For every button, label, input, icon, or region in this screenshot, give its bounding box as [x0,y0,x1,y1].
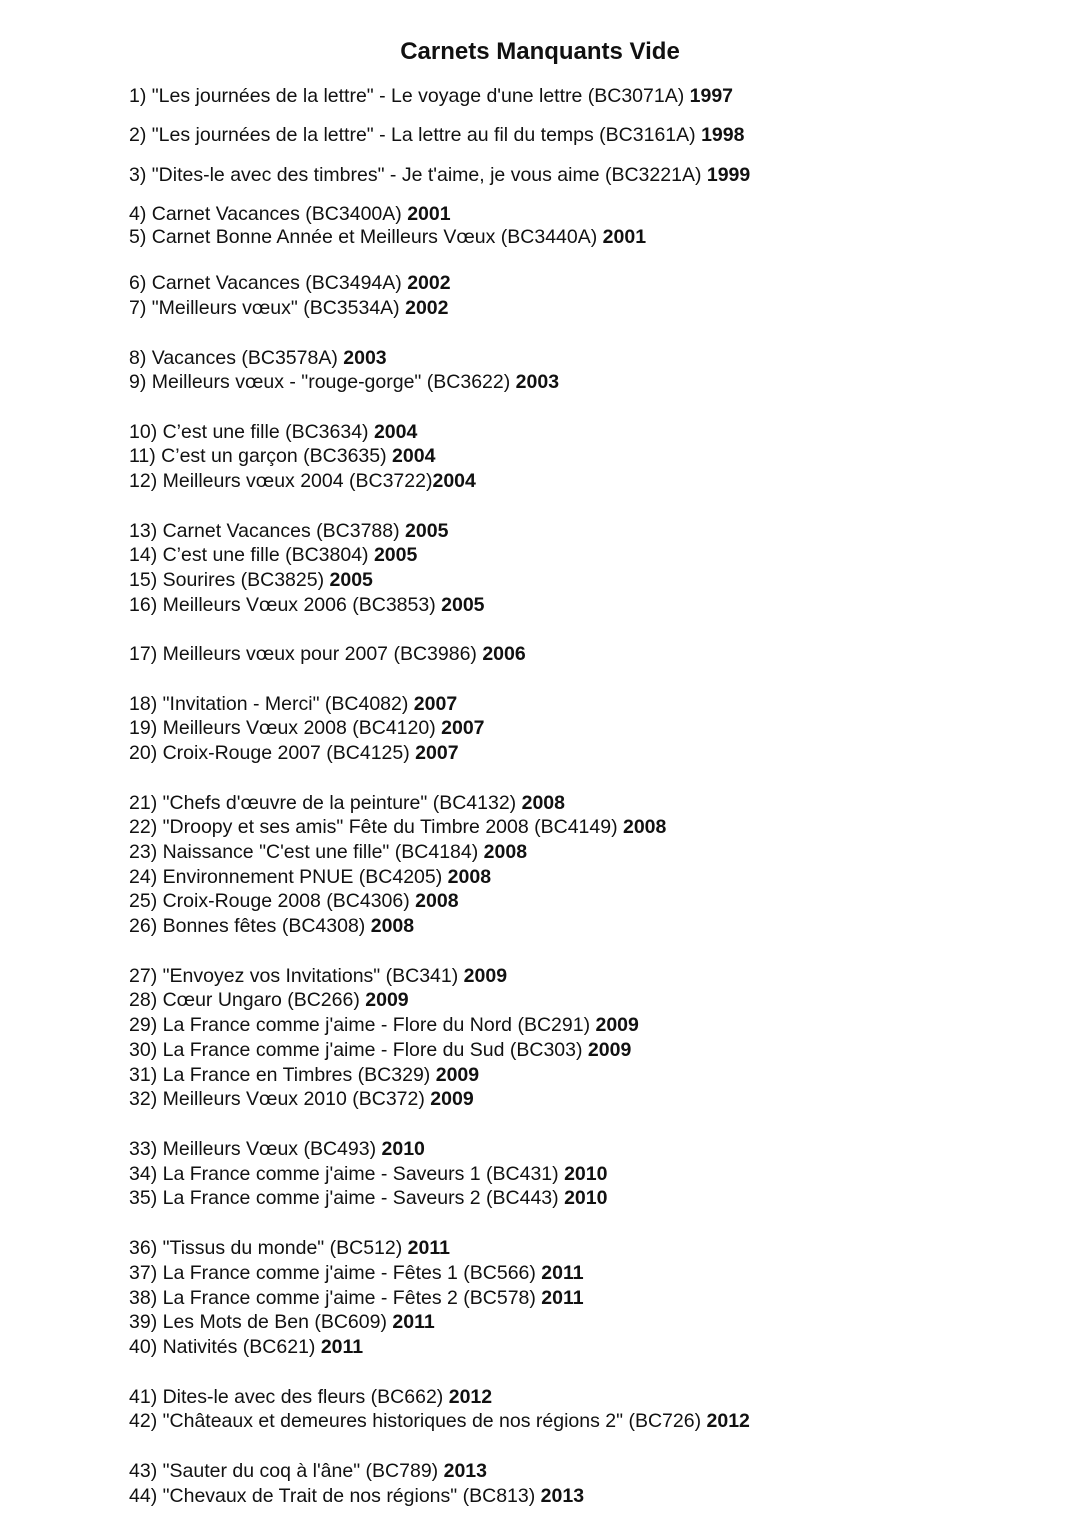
list-item [129,123,744,147]
list-item [129,568,373,592]
item-year: 2004 [432,470,476,492]
item-text: 3) "Dites-le avec des timbres" - Je t'aime, je vous aime (BC3221A) [129,164,707,186]
item-text: 31) La France en Timbres (BC329) [129,1064,436,1086]
item-year: 2008 [622,816,667,838]
list-item [129,444,435,468]
item-text: 11) C’est un garçon (BC3635) [129,445,393,467]
list-item [129,791,565,815]
item-year: 2009 [430,1088,474,1110]
item-text: 17) Meilleurs vœux pour 2007 (BC3986) [129,643,483,665]
list-item [129,1335,363,1359]
item-year: 2012 [448,1386,493,1408]
list-item [129,741,459,765]
item-text: 8) Vacances (BC3578A) [129,347,344,369]
list-item [129,1063,479,1087]
item-text: 15) Sourires (BC3825) [129,569,330,591]
item-year: 2012 [706,1410,750,1432]
item-text: 10) C’est une fille (BC3634) [129,421,374,443]
item-year: 2008 [447,866,492,888]
item-year: 2011 [320,1336,364,1358]
list-item [129,1038,631,1062]
item-year: 2010 [564,1187,608,1209]
item-year: 2008 [483,841,528,863]
item-text: 40) Nativités (BC621) [129,1336,321,1358]
item-year: 2005 [329,569,373,591]
item-text: 21) "Chefs d'œuvre de la peinture" (BC4132) [129,792,522,814]
list-item [129,716,485,740]
item-text: 7) "Meilleurs vœux" (BC3534A) [129,297,406,319]
list-item [129,370,559,394]
item-text: 25) Croix-Rouge 2008 (BC4306) [129,890,416,912]
item-text: 38) La France comme j'aime - Fêtes 2 (BC578) [129,1287,542,1309]
item-year: 2007 [415,742,459,764]
list-item [129,1087,474,1111]
list-item [129,225,646,249]
item-year: 1998 [701,124,745,146]
item-year: 2005 [405,520,449,542]
item-year: 2011 [407,1237,450,1259]
list-item [129,296,448,320]
list-item [129,642,526,666]
item-year: 2011 [392,1311,435,1333]
list-item [129,519,448,543]
list-item [129,1013,639,1037]
item-text: 9) Meilleurs vœux - "rouge-gorge" (BC3622) [129,371,516,393]
item-year: 2003 [515,371,560,393]
item-year: 2003 [343,347,387,369]
item-year: 2007 [413,693,458,715]
item-text: 41) Dites-le avec des fleurs (BC662) [129,1386,449,1408]
item-text: 34) La France comme j'aime - Saveurs 1 (BC431) [129,1163,565,1185]
list-item [129,692,457,716]
list-item [129,543,417,567]
list-item [129,1261,584,1285]
item-year: 2004 [392,445,436,467]
list-item [129,163,750,187]
item-text: 6) Carnet Vacances (BC3494A) [129,272,408,294]
item-year: 2002 [405,297,449,319]
item-text: 14) C’est une fille (BC3804) [129,544,374,566]
item-year: 2007 [441,717,485,739]
list-item [129,1162,607,1186]
list-item [129,1236,450,1260]
item-year: 2010 [564,1163,608,1185]
item-year: 2011 [541,1262,584,1284]
list-item [129,1385,492,1409]
item-text: 13) Carnet Vacances (BC3788) [129,520,406,542]
list-item [129,914,414,938]
list-item [129,865,491,889]
item-year: 2008 [521,792,565,814]
item-year: 2002 [407,272,451,294]
list-item [129,889,459,913]
item-text: 30) La France comme j'aime - Flore du Sud (BC303) [129,1039,588,1061]
list-item [129,271,451,295]
item-year: 2001 [602,226,647,248]
item-text: 23) Naissance "C'est une fille" (BC4184) [129,841,484,863]
item-year: 2006 [482,643,526,665]
item-year: 1999 [706,164,751,186]
item-text: 2) "Les journées de la lettre" - La lettre au fil du temps (BC3161A) [129,124,702,146]
item-year: 1997 [689,85,734,107]
item-text: 20) Croix-Rouge 2007 (BC4125) [129,742,416,764]
item-year: 2008 [415,890,459,912]
item-text: 4) Carnet Vacances (BC3400A) [129,203,408,225]
item-text: 1) "Les journées de la lettre" - Le voyage d'une lettre (BC3071A) [129,85,690,107]
item-year: 2005 [373,544,418,566]
list-item [129,1137,425,1161]
item-year: 2001 [407,203,451,225]
item-text: 36) "Tissus du monde" (BC512) [129,1237,408,1259]
item-year: 2009 [463,965,508,987]
item-year: 2005 [441,594,485,616]
item-text: 22) "Droopy et ses amis" Fête du Timbre 2008 (BC4149) [129,816,623,838]
item-year: 2009 [365,989,409,1011]
list-item [129,1310,435,1334]
list-item [129,988,409,1012]
item-text: 5) Carnet Bonne Année et Meilleurs Vœux (BC3440A) [129,226,603,248]
list-item [129,815,666,839]
list-item [129,420,417,444]
list-item [129,1459,487,1483]
list-item [129,202,451,226]
item-text: 16) Meilleurs Vœux 2006 (BC3853) [129,594,442,616]
item-year: 2004 [373,421,418,443]
item-text: 26) Bonnes fêtes (BC4308) [129,915,371,937]
item-text: 37) La France comme j'aime - Fêtes 1 (BC566) [129,1262,542,1284]
item-text: 32) Meilleurs Vœux 2010 (BC372) [129,1088,431,1110]
item-text: 24) Environnement PNUE (BC4205) [129,866,448,888]
list-item [129,1186,607,1210]
item-text: 39) Les Mots de Ben (BC609) [129,1311,393,1333]
item-text: 12) Meilleurs vœux 2004 (BC3722) [129,470,433,492]
item-text: 18) "Invitation - Merci" (BC4082) [129,693,414,715]
item-year: 2009 [595,1014,639,1036]
item-year: 2013 [540,1485,585,1507]
page-title: Carnets Manquants Vide [400,38,680,65]
list-item [129,840,527,864]
list-item [129,84,733,108]
item-text: 29) La France comme j'aime - Flore du Nord (BC291) [129,1014,596,1036]
item-text: 27) "Envoyez vos Invitations" (BC341) [129,965,464,987]
item-text: 43) "Sauter du coq à l'âne" (BC789) [129,1460,444,1482]
list-item [129,964,507,988]
list-item [129,593,485,617]
item-text: 19) Meilleurs Vœux 2008 (BC4120) [129,717,442,739]
item-year: 2013 [443,1460,487,1482]
list-item [129,1484,584,1508]
item-year: 2008 [370,915,415,937]
item-text: 35) La France comme j'aime - Saveurs 2 (BC443) [129,1187,565,1209]
list-item [129,346,387,370]
item-text: 44) "Chevaux de Trait de nos régions" (BC813) [129,1485,541,1507]
item-year: 2011 [541,1287,584,1309]
item-text: 28) Cœur Ungaro (BC266) [129,989,366,1011]
item-text: 33) Meilleurs Vœux (BC493) [129,1138,382,1160]
item-text: 42) "Châteaux et demeures historiques de nos régions 2" (BC726) [129,1410,707,1432]
item-year: 2009 [587,1039,632,1061]
item-year: 2010 [381,1138,425,1160]
list-item [129,469,476,493]
list-item [129,1409,750,1433]
item-year: 2009 [435,1064,480,1086]
list-item [129,1286,584,1310]
